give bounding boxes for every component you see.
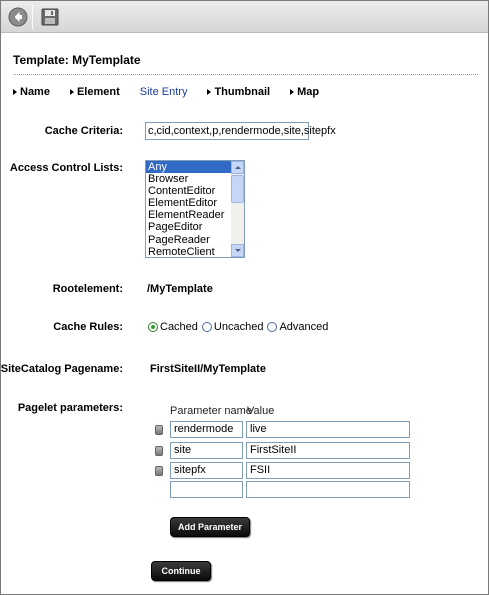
continue-button[interactable]: Continue — [151, 561, 211, 581]
rootelement-label: Rootelement: — [52, 283, 123, 295]
scroll-down-icon[interactable] — [231, 244, 244, 257]
sitecatalog-label: SiteCatalog Pagename: — [0, 363, 123, 375]
acl-item-any[interactable]: Any — [146, 161, 232, 173]
acl-item-pageeditor[interactable]: PageEditor — [148, 221, 203, 234]
tab-site-entry[interactable] — [140, 86, 188, 98]
back-arrow-icon — [8, 7, 28, 27]
acl-item-elementeditor[interactable]: ElementEditor — [148, 197, 218, 210]
radio-uncached[interactable] — [202, 322, 212, 332]
cache-criteria-input[interactable]: c,cid,context,p,rendermode,site,sitepfx — [145, 122, 309, 140]
radio-advanced-label: Advanced — [279, 321, 329, 333]
radio-cached-label: Cached — [160, 321, 198, 333]
param-name-input[interactable]: rendermode — [170, 421, 243, 438]
tab-bar — [13, 86, 339, 98]
tab-thumbnail[interactable] — [207, 86, 270, 98]
tab-label: Element — [76, 86, 120, 98]
sitecatalog-value: FirstSiteII/MyTemplate — [150, 363, 266, 375]
add-parameter-button[interactable]: Add Parameter — [170, 517, 250, 537]
triangle-right-icon — [290, 89, 294, 95]
param-name-input[interactable]: sitepfx — [170, 462, 243, 479]
param-name-header: Parameter name — [170, 405, 252, 417]
acl-item-pagereader[interactable]: PageReader — [148, 233, 210, 246]
pagelet-label: Pagelet parameters: — [17, 402, 123, 414]
param-value-header: Value — [247, 405, 275, 417]
acl-label: Access Control Lists: — [9, 162, 123, 174]
toolbar-separator — [32, 5, 33, 29]
acl-item-contenteditor[interactable]: ContentEditor — [148, 185, 216, 198]
tab-element[interactable] — [70, 86, 120, 98]
param-value-input[interactable]: live — [246, 421, 410, 438]
param-value-input[interactable] — [246, 481, 410, 498]
cache-criteria-label: Cache Criteria: — [44, 125, 123, 137]
param-name-input[interactable]: site — [170, 442, 243, 459]
tab-map[interactable] — [290, 86, 319, 98]
delete-row-icon[interactable] — [155, 425, 163, 435]
scroll-up-icon[interactable] — [231, 161, 244, 174]
triangle-right-icon — [13, 89, 17, 95]
save-button[interactable] — [39, 6, 61, 28]
triangle-right-icon — [207, 89, 211, 95]
tab-label: Thumbnail — [214, 86, 271, 98]
tab-label: Site Entry — [139, 86, 188, 98]
radio-advanced[interactable] — [267, 322, 277, 332]
acl-item-remoteclient[interactable]: RemoteClient — [148, 245, 215, 258]
cache-rules-label: Cache Rules: — [53, 321, 123, 333]
acl-item-browser[interactable]: Browser — [148, 173, 189, 186]
tab-name[interactable] — [13, 86, 50, 98]
tab-label: Name — [20, 86, 50, 98]
rootelement-value: /MyTemplate — [147, 283, 213, 295]
radio-cached[interactable] — [148, 322, 158, 332]
toolbar — [1, 1, 488, 33]
save-disk-icon — [41, 8, 59, 26]
delete-row-icon[interactable] — [155, 446, 163, 456]
page-title: Template: MyTemplate — [13, 53, 141, 67]
triangle-right-icon — [70, 89, 74, 95]
param-value-input[interactable]: FSII — [246, 462, 410, 479]
acl-items — [146, 161, 232, 258]
scroll-thumb[interactable] — [231, 175, 244, 203]
tab-label: Map — [297, 86, 320, 98]
title-divider — [13, 74, 478, 75]
acl-item-elementreader[interactable]: ElementReader — [148, 209, 225, 222]
back-button[interactable] — [7, 6, 29, 28]
acl-listbox[interactable] — [145, 160, 245, 258]
param-name-input[interactable] — [170, 481, 243, 498]
param-value-input[interactable]: FirstSiteII — [246, 442, 410, 459]
delete-row-icon[interactable] — [155, 466, 163, 476]
radio-uncached-label: Uncached — [213, 321, 264, 333]
cache-rules-group — [148, 321, 332, 333]
acl-scrollbar[interactable] — [231, 161, 244, 257]
